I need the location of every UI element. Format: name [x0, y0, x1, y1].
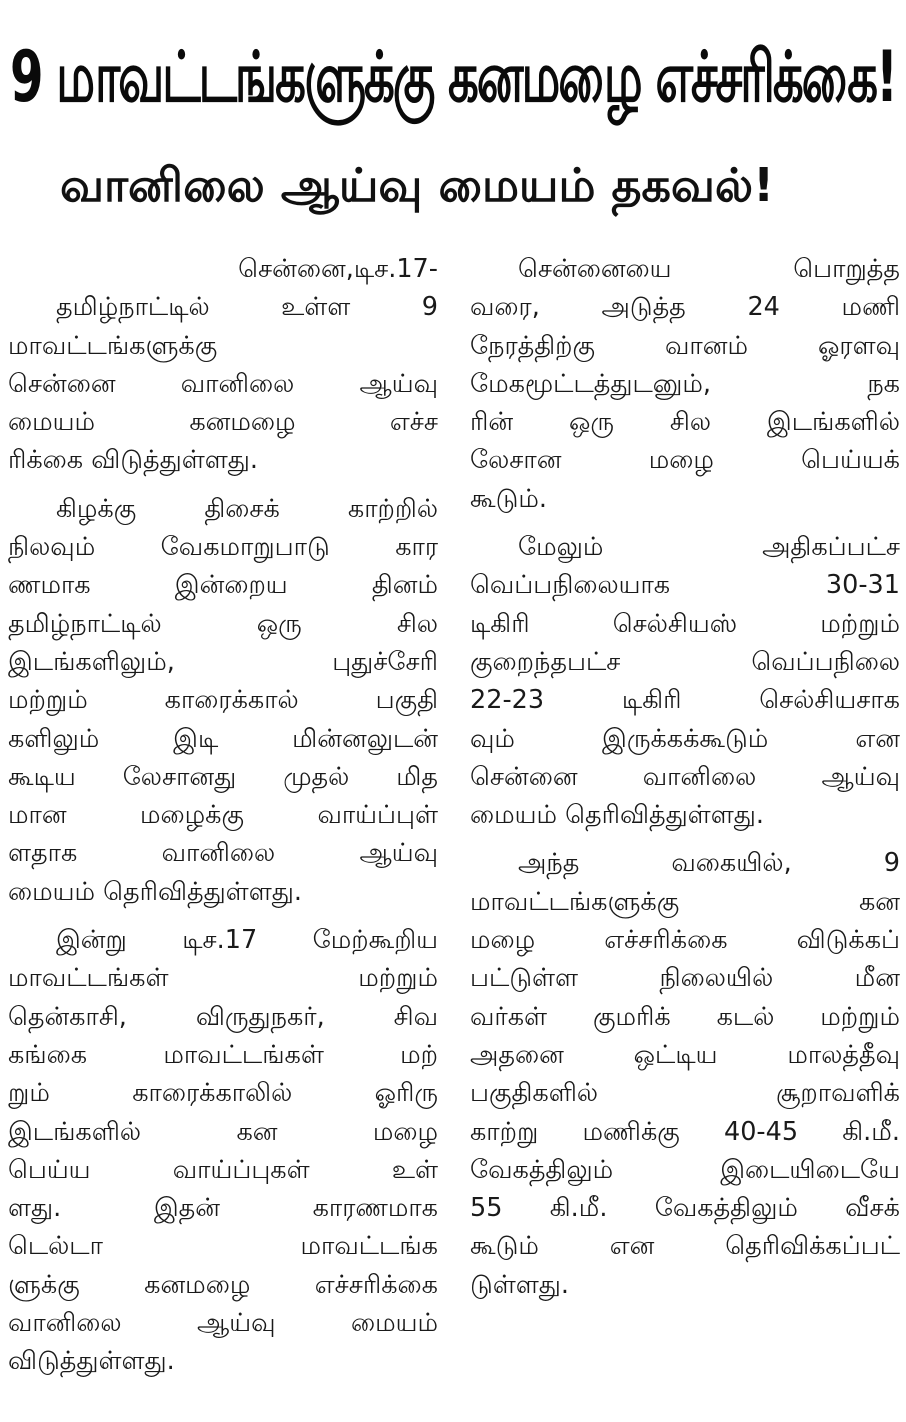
- article-line: நிலவும் வேகமாறுபாடு கார: [8, 532, 438, 563]
- article-line: பெய்ய வாய்ப்புகள் உள்: [8, 1154, 438, 1185]
- article-line: வர்கள் குமரிக் கடல் மற்றும்: [470, 1001, 900, 1032]
- article-line: ளுக்கு கனமழை எச்சரிக்கை: [8, 1269, 438, 1300]
- article-line: சென்னை வானிலை ஆய்வு: [8, 368, 438, 399]
- article-line: மையம் தெரிவித்துள்ளது.: [8, 876, 302, 907]
- article-line: மையம் கனமழை எச்ச: [8, 407, 438, 438]
- article-line: காற்று மணிக்கு 40-45 கி.மீ.: [470, 1116, 900, 1147]
- article-line: மற்றும் காரைக்கால் பகுதி: [8, 685, 438, 716]
- headline: 9 மாவட்டங்களுக்கு கனமழை எச்சரிக்கை!: [10, 36, 896, 118]
- article-line: மாவட்டங்கள் மற்றும்: [8, 963, 438, 994]
- article-line: கூடும்.: [470, 483, 547, 514]
- article-line: வரை, அடுத்த 24 மணி: [470, 292, 900, 323]
- article-line: கூடும் என தெரிவிக்கப்பட்: [470, 1231, 900, 1262]
- article-line: இடங்களிலும், புதுச்சேரி: [8, 646, 438, 677]
- article-line: பட்டுள்ள நிலையில் மீன: [470, 963, 900, 994]
- article-line: றும் காரைக்காலில் ஓரிரு: [8, 1078, 438, 1109]
- article-line: இன்று டிச.17 மேற்கூறிய: [56, 925, 438, 956]
- article-line: டுள்ளது.: [470, 1269, 569, 1300]
- article-line: 55 கி.மீ. வேகத்திலும் வீசக்: [470, 1193, 900, 1224]
- article-line: அந்த வகையில், 9: [518, 848, 900, 879]
- article-line: மேகமூட்டத்துடனும், நக: [470, 368, 900, 399]
- article-line: பகுதிகளில் சூறாவளிக்: [470, 1078, 900, 1109]
- article-line: வானிலை ஆய்வு மையம்: [8, 1308, 438, 1339]
- article-line: கிழக்கு திசைக் காற்றில்: [56, 493, 438, 524]
- article-line: மான மழைக்கு வாய்ப்புள்: [8, 800, 438, 831]
- article-line: ரின் ஒரு சில இடங்களில்: [470, 407, 900, 438]
- article-line: விடுத்துள்ளது.: [8, 1346, 175, 1377]
- article-line: லேசான மழை பெய்யக்: [470, 445, 900, 476]
- subheadline: வானிலை ஆய்வு மையம் தகவல்!: [60, 158, 775, 212]
- article-line: வும் இருக்கக்கூடும் என: [470, 723, 900, 754]
- article-line: ரிக்கை விடுத்துள்ளது.: [8, 445, 258, 476]
- dateline: சென்னை,டிச.17-: [238, 254, 438, 284]
- article-line: வேகத்திலும் இடையிடையே: [470, 1154, 900, 1185]
- article-line: குறைந்தபட்ச வெப்பநிலை: [470, 646, 900, 677]
- article-column-right: [470, 250, 900, 1304]
- article-line: டெல்டா மாவட்டங்க: [8, 1231, 438, 1262]
- article-line: மையம் தெரிவித்துள்ளது.: [470, 800, 764, 831]
- article-line: கூடிய லேசானது முதல் மித: [8, 761, 438, 792]
- article-column-left: [8, 250, 438, 1381]
- article-line: மாவட்டங்களுக்கு கன: [470, 886, 900, 917]
- article-line: கங்கை மாவட்டங்கள் மற்: [8, 1039, 438, 1070]
- article-line: களிலும் இடி மின்னலுடன்: [8, 723, 438, 754]
- article-line: ளதாக வானிலை ஆய்வு: [8, 838, 438, 869]
- article-line: தமிழ்நாட்டில் உள்ள 9: [56, 292, 438, 323]
- article-line: தென்காசி, விருதுநகர், சிவ: [8, 1001, 438, 1032]
- article-line: சென்னை வானிலை ஆய்வு: [470, 761, 900, 792]
- article-line: மழை எச்சரிக்கை விடுக்கப்: [470, 925, 900, 956]
- article-line: தமிழ்நாட்டில் ஒரு சில: [8, 608, 438, 639]
- article-line: ளது. இதன் காரணமாக: [8, 1193, 438, 1224]
- article-line: 22-23 டிகிரி செல்சியசாக: [470, 685, 900, 716]
- article-line: வெப்பநிலையாக 30-31: [470, 570, 900, 601]
- article-line: மாவட்டங்களுக்கு: [8, 330, 218, 361]
- article-line: அதனை ஒட்டிய மாலத்தீவு: [470, 1039, 900, 1070]
- article-line: ணமாக இன்றைய தினம்: [8, 570, 438, 601]
- article-line: இடங்களில் கன மழை: [8, 1116, 438, 1147]
- article-line: மேலும் அதிகப்பட்ச: [518, 532, 900, 563]
- article-line: சென்னையை பொறுத்த: [518, 254, 900, 284]
- article-line: நேரத்திற்கு வானம் ஓரளவு: [470, 330, 900, 361]
- article-line: டிகிரி செல்சியஸ் மற்றும்: [470, 608, 900, 639]
